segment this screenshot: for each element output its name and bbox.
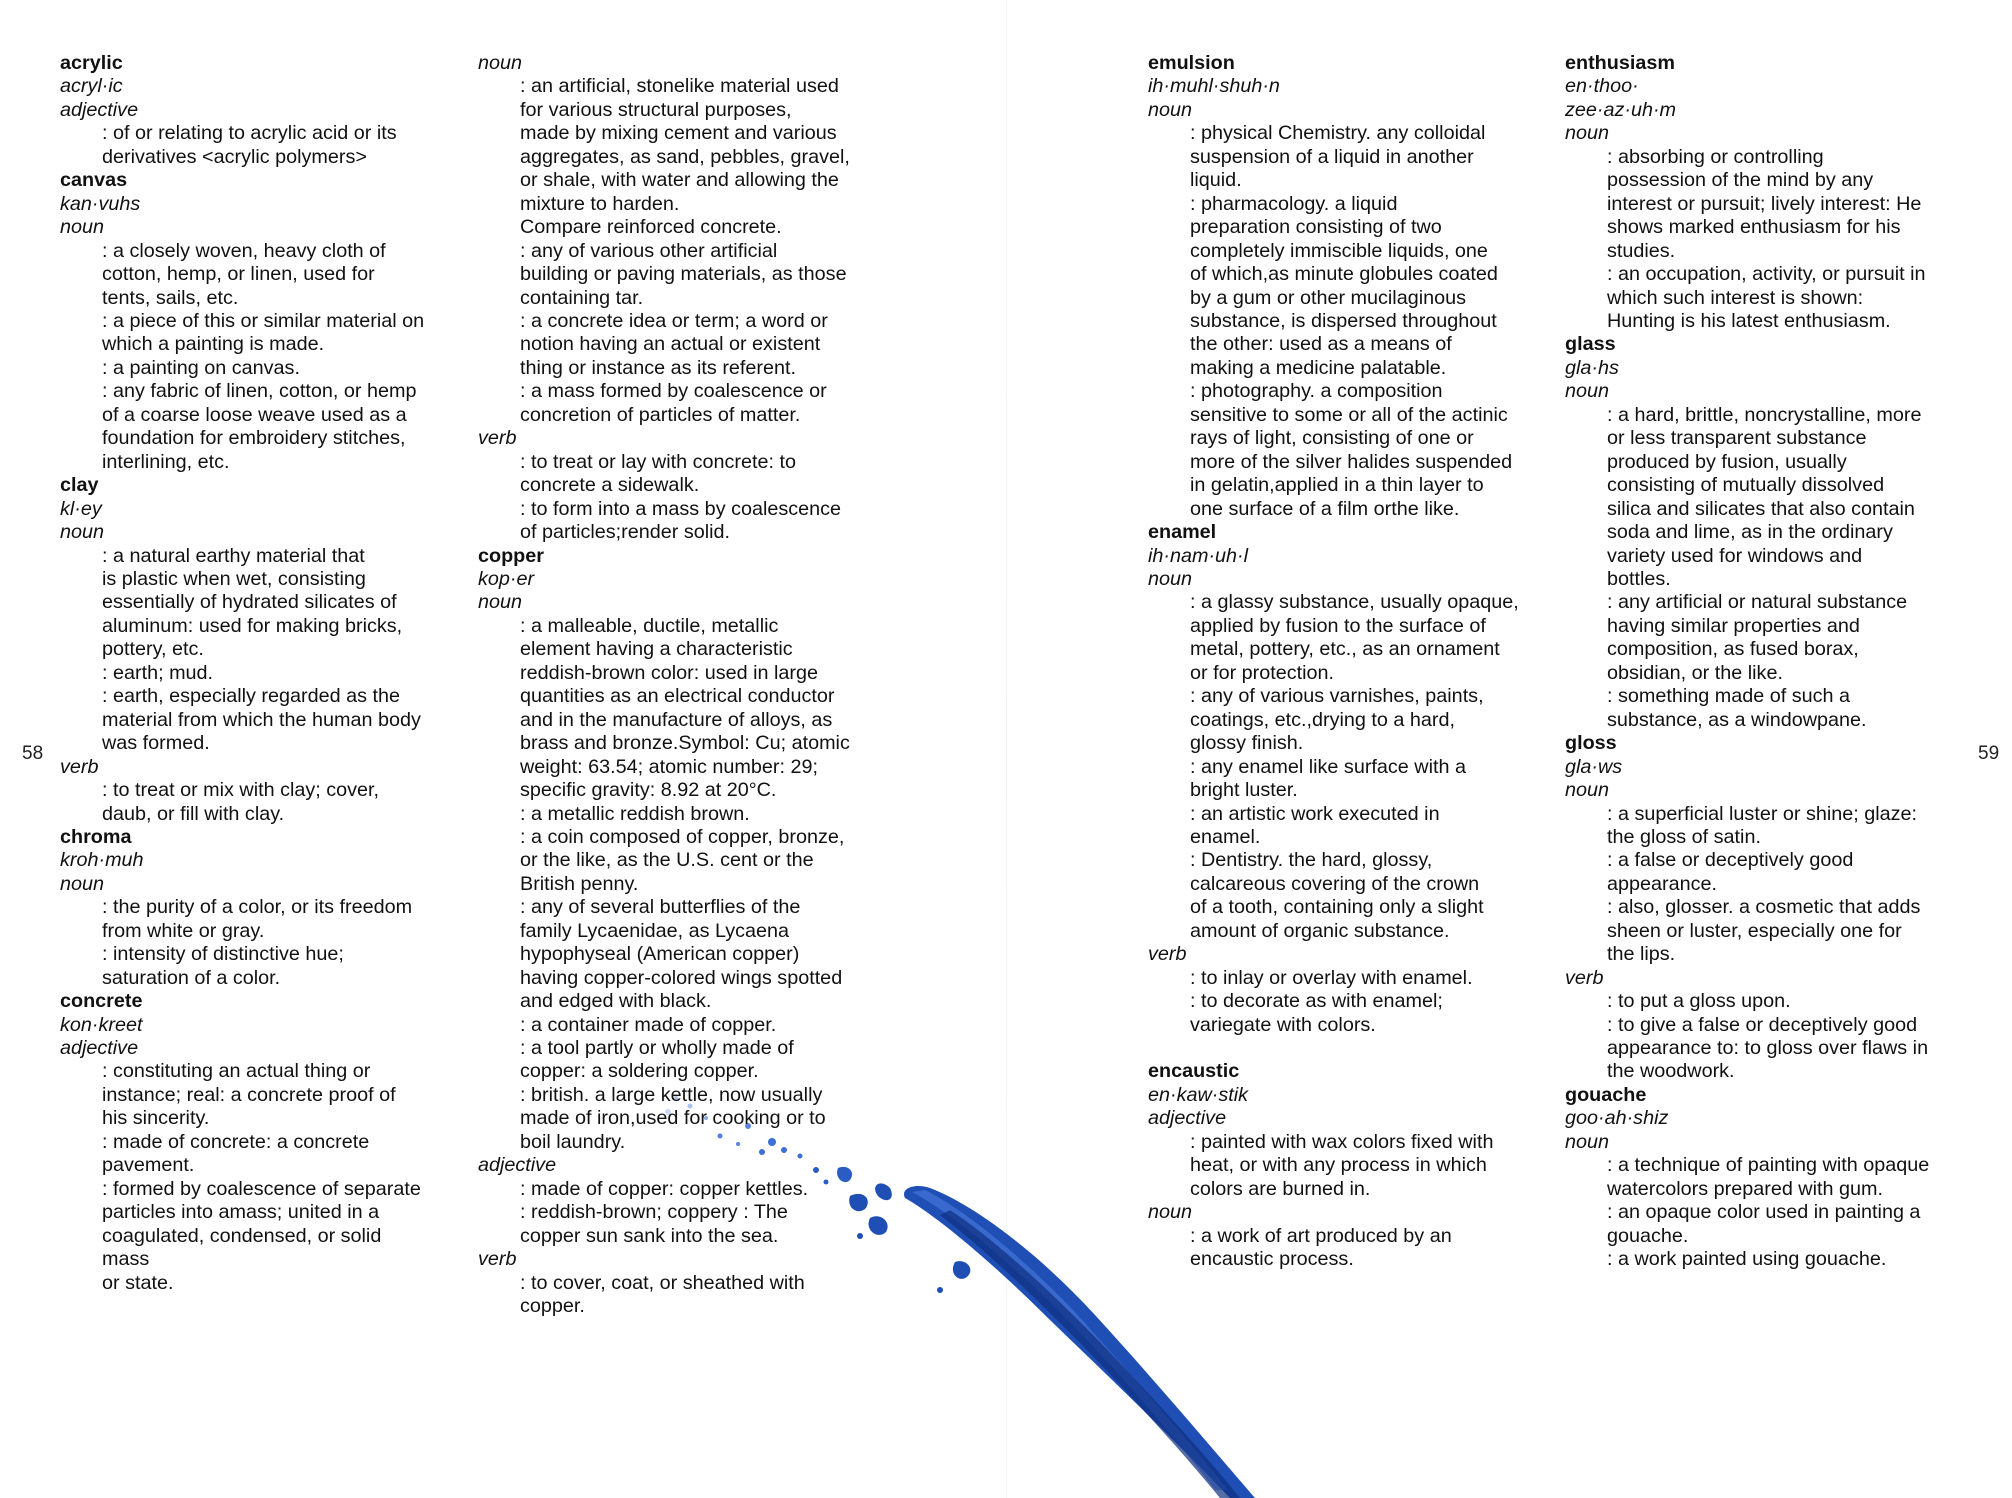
definition-line: British penny. xyxy=(520,872,639,895)
definition-line: : made of copper: copper kettles. xyxy=(520,1177,809,1200)
definition-line: interest or pursuit; lively interest: He xyxy=(1607,192,1922,215)
part-of-speech: noun xyxy=(478,591,523,614)
definition-line: made by mixing cement and various xyxy=(520,122,837,145)
definition-line: thing or instance as its referent. xyxy=(520,356,796,379)
definition-line: : a natural earthy material that xyxy=(102,544,365,567)
definition-line: having similar properties and xyxy=(1607,614,1860,637)
definition-line: his sincerity. xyxy=(102,1107,210,1130)
definition-line: of a coarse loose weave used as a xyxy=(102,403,407,426)
definition-line: the gloss of satin. xyxy=(1607,825,1761,848)
definition-line: preparation consisting of two xyxy=(1190,216,1442,239)
definition-line: variety used for windows and xyxy=(1607,544,1863,567)
definition-line: which such interest is shown: xyxy=(1607,286,1864,309)
part-of-speech: adjective xyxy=(60,1037,139,1060)
definition-line: : a coin composed of copper, bronze, xyxy=(520,825,845,848)
definition-line: was formed. xyxy=(102,732,210,755)
definition-line: or the like, as the U.S. cent or the xyxy=(520,849,814,872)
definition-line: suspension of a liquid in another xyxy=(1190,145,1474,168)
definition-line: : photography. a composition xyxy=(1190,380,1443,403)
part-of-speech: noun xyxy=(60,216,105,239)
definition-line: which a painting is made. xyxy=(102,333,325,356)
pronunciation: ih·muhl·shuh·n xyxy=(1148,75,1280,98)
definition-line: : a closely woven, heavy cloth of xyxy=(102,239,386,262)
part-of-speech: verb xyxy=(478,427,517,450)
headword: enamel xyxy=(1148,521,1217,544)
definition-line: shows marked enthusiasm for his xyxy=(1607,216,1901,239)
pronunciation: en·kaw·stik xyxy=(1148,1083,1249,1106)
dictionary-column-3 xyxy=(1148,52,1553,1272)
definition-line: sensitive to some or all of the actinic xyxy=(1190,403,1508,426)
definition-line: or for protection. xyxy=(1190,661,1335,684)
part-of-speech: noun xyxy=(60,521,105,544)
definition-line: pavement. xyxy=(102,1154,195,1177)
pronunciation: kl·ey xyxy=(60,497,102,520)
definition-line: building or paving materials, as those xyxy=(520,263,847,286)
pronunciation: kon·kreet xyxy=(60,1013,143,1036)
definition-line: coatings, etc.,drying to a hard, xyxy=(1190,708,1455,731)
definition-line: element having a characteristic xyxy=(520,638,793,661)
part-of-speech: adjective xyxy=(1148,1107,1227,1130)
headword: gloss xyxy=(1565,732,1617,755)
headword: chroma xyxy=(60,825,132,848)
definition-line: substance, is dispersed throughout xyxy=(1190,309,1497,332)
definition-line: encaustic process. xyxy=(1190,1248,1354,1271)
definition-line: rays of light, consisting of one or xyxy=(1190,427,1474,450)
part-of-speech: verb xyxy=(478,1248,517,1271)
definition-line: : something made of such a xyxy=(1607,685,1851,708)
definition-line: copper: a soldering copper. xyxy=(520,1060,759,1083)
definition-line: cotton, hemp, or linen, used for xyxy=(102,263,375,286)
definition-line: family Lycaenidae, as Lycaena xyxy=(520,919,790,942)
definition-line: of which,as minute globules coated xyxy=(1190,263,1498,286)
definition-line: : a superficial luster or shine; glaze: xyxy=(1607,802,1918,825)
definition-line: boil laundry. xyxy=(520,1130,626,1153)
definition-line: more of the silver halides suspended xyxy=(1190,450,1513,473)
definition-line: : a painting on canvas. xyxy=(102,356,300,379)
part-of-speech: adjective xyxy=(60,98,139,121)
pronunciation: kop·er xyxy=(478,567,535,590)
page-number-right: 59 xyxy=(1978,743,2000,764)
definition-line: material from which the human body xyxy=(102,708,421,731)
definition-line: : painted with wax colors fixed with xyxy=(1190,1130,1494,1153)
definition-line: : an occupation, activity, or pursuit in xyxy=(1607,263,1926,286)
definition-line: and edged with black. xyxy=(520,990,712,1013)
definition-line: : a glassy substance, usually opaque, xyxy=(1190,591,1519,614)
definition-line: : to cover, coat, or sheathed with xyxy=(520,1271,805,1294)
definition-line: metal, pottery, etc., as an ornament xyxy=(1190,638,1500,661)
definition-line: : any artificial or natural substance xyxy=(1607,591,1908,614)
headword: gouache xyxy=(1565,1083,1647,1106)
definition-line: : the purity of a color, or its freedom xyxy=(102,896,413,919)
definition-line: aluminum: used for making bricks, xyxy=(102,614,403,637)
definition-line: gouache. xyxy=(1607,1224,1689,1247)
definition-line: : made of concrete: a concrete xyxy=(102,1130,370,1153)
definition-line: mass xyxy=(102,1248,150,1271)
pronunciation: goo·ah·shiz xyxy=(1565,1107,1669,1130)
definition-line: watercolors prepared with gum. xyxy=(1607,1177,1883,1200)
definition-line: copper. xyxy=(520,1295,585,1318)
definition-line: applied by fusion to the surface of xyxy=(1190,614,1486,637)
definition-line: : to form into a mass by coalescence xyxy=(520,497,842,520)
definition-line: : british. a large kettle, now usually xyxy=(520,1083,823,1106)
definition-line: the other: used as a means of xyxy=(1190,333,1452,356)
definition-line: heat, or with any process in which xyxy=(1190,1154,1487,1177)
definition-line: in gelatin,applied in a thin layer to xyxy=(1190,474,1484,497)
definition-line: quantities as an electrical conductor xyxy=(520,685,835,708)
definition-line: : a piece of this or similar material on xyxy=(102,309,425,332)
pronunciation: en·thoo· xyxy=(1565,75,1639,98)
definition-line: silica and silicates that also contain xyxy=(1607,497,1915,520)
definition-line: composition, as fused borax, xyxy=(1607,638,1859,661)
definition-line: Compare reinforced concrete. xyxy=(520,216,782,239)
definition-line: is plastic when wet, consisting xyxy=(102,567,366,590)
pronunciation: gla·ws xyxy=(1565,755,1623,778)
definition-line: particles into amass; united in a xyxy=(102,1201,380,1224)
definition-line: glossy finish. xyxy=(1190,732,1304,755)
definition-line: : a work painted using gouache. xyxy=(1607,1248,1887,1271)
definition-line: essentially of hydrated silicates of xyxy=(102,591,397,614)
definition-line: and in the manufacture of alloys, as xyxy=(520,708,833,731)
definition-line: : a tool partly or wholly made of xyxy=(520,1037,794,1060)
pronunciation: ih·nam·uh·l xyxy=(1148,544,1249,567)
headword: encaustic xyxy=(1148,1060,1240,1083)
definition-line: soda and lime, as in the ordinary xyxy=(1607,521,1893,544)
definition-line: : to treat or lay with concrete: to xyxy=(520,450,796,473)
definition-line: tents, sails, etc. xyxy=(102,286,239,309)
headword: concrete xyxy=(60,990,143,1013)
definition-line: produced by fusion, usually xyxy=(1607,450,1847,473)
dictionary-column-4 xyxy=(1565,52,1970,1272)
part-of-speech: noun xyxy=(1565,779,1610,802)
headword: emulsion xyxy=(1148,52,1235,74)
pronunciation: gla·hs xyxy=(1565,356,1619,379)
headword: glass xyxy=(1565,333,1616,356)
definition-line: : an opaque color used in painting a xyxy=(1607,1201,1921,1224)
definition-line: aggregates, as sand, pebbles, gravel, xyxy=(520,145,850,168)
headword: copper xyxy=(478,544,544,567)
definition-line: or state. xyxy=(102,1271,174,1294)
definition-line: from white or gray. xyxy=(102,919,265,942)
pronunciation: acryl·ic xyxy=(60,75,123,98)
definition-line: bright luster. xyxy=(1190,779,1298,802)
definition-line: : to put a gloss upon. xyxy=(1607,990,1791,1013)
definition-line: : physical Chemistry. any colloidal xyxy=(1190,122,1486,145)
definition-line: weight: 63.54; atomic number: 29; xyxy=(520,755,818,778)
definition-line: : earth, especially regarded as the xyxy=(102,685,400,708)
definition-line: : of or relating to acrylic acid or its xyxy=(102,122,397,145)
definition-line: : a technique of painting with opaque xyxy=(1607,1154,1930,1177)
definition-line: : to decorate as with enamel; xyxy=(1190,990,1443,1013)
definition-line: : a container made of copper. xyxy=(520,1013,777,1036)
part-of-speech: verb xyxy=(1148,943,1187,966)
definition-line: : also, glosser. a cosmetic that adds xyxy=(1607,896,1921,919)
definition-line: containing tar. xyxy=(520,286,644,309)
definition-line: : Dentistry. the hard, glossy, xyxy=(1190,849,1433,872)
part-of-speech: noun xyxy=(1148,1201,1193,1224)
definition-line: of a tooth, containing only a slight xyxy=(1190,896,1484,919)
definition-line: : a concrete idea or term; a word or xyxy=(520,309,828,332)
definition-line: coagulated, condensed, or solid xyxy=(102,1224,382,1247)
definition-line: consisting of mutually dissolved xyxy=(1607,474,1885,497)
definition-line: bottles. xyxy=(1607,567,1671,590)
definition-line: or less transparent substance xyxy=(1607,427,1867,450)
definition-line: : formed by coalescence of separate xyxy=(102,1177,421,1200)
definition-line: : any fabric of linen, cotton, or hemp xyxy=(102,380,417,403)
definition-line: : to give a false or deceptively good xyxy=(1607,1013,1918,1036)
definition-line: specific gravity: 8.92 at 20°C. xyxy=(520,779,777,802)
definition-line: variegate with colors. xyxy=(1190,1013,1376,1036)
definition-line: : any of various varnishes, paints, xyxy=(1190,685,1484,708)
definition-line: : earth; mud. xyxy=(102,661,214,684)
definition-line: pottery, etc. xyxy=(102,638,204,661)
definition-line: daub, or fill with clay. xyxy=(102,802,285,825)
definition-line: the lips. xyxy=(1607,943,1676,966)
definition-line: foundation for embroidery stitches, xyxy=(102,427,406,450)
definition-line: : an artificial, stonelike material used xyxy=(520,75,839,98)
definition-line: or shale, with water and allowing the xyxy=(520,169,839,192)
part-of-speech: noun xyxy=(60,872,105,895)
definition-line: : a hard, brittle, noncrystalline, more xyxy=(1607,403,1922,426)
headword: canvas xyxy=(60,169,128,192)
headword: clay xyxy=(60,474,99,497)
definition-line: reddish-brown color: used in large xyxy=(520,661,818,684)
definition-line: interlining, etc. xyxy=(102,450,230,473)
part-of-speech: adjective xyxy=(478,1154,557,1177)
definition-line: brass and bronze.Symbol: Cu; atomic xyxy=(520,732,850,755)
dictionary-column-1 xyxy=(60,52,465,1295)
definition-line: of particles;render solid. xyxy=(520,521,731,544)
definition-line: : constituting an actual thing or xyxy=(102,1060,371,1083)
part-of-speech: noun xyxy=(1565,122,1610,145)
definition-line: completely immiscible liquids, one xyxy=(1190,239,1488,262)
definition-line: : a metallic reddish brown. xyxy=(520,802,750,825)
definition-line: having copper-colored wings spotted xyxy=(520,966,843,989)
definition-line: : a false or deceptively good xyxy=(1607,849,1854,872)
pronunciation: zee·az·uh·m xyxy=(1565,98,1677,121)
definition-line: : pharmacology. a liquid xyxy=(1190,192,1398,215)
definition-line: hypophyseal (American copper) xyxy=(520,943,800,966)
definition-line: studies. xyxy=(1607,239,1676,262)
definition-line: amount of organic substance. xyxy=(1190,919,1450,942)
definition-line: : absorbing or controlling xyxy=(1607,145,1824,168)
definition-line: saturation of a color. xyxy=(102,966,281,989)
definition-line: appearance to: to gloss over flaws in xyxy=(1607,1037,1929,1060)
definition-line: : any enamel like surface with a xyxy=(1190,755,1466,778)
definition-line: one surface of a film orthe like. xyxy=(1190,497,1460,520)
definition-line: derivatives <acrylic polymers> xyxy=(102,145,367,168)
definition-line: : an artistic work executed in xyxy=(1190,802,1440,825)
definition-line: : any of various other artificial xyxy=(520,239,778,262)
part-of-speech: noun xyxy=(1148,567,1193,590)
definition-line: sheen or luster, especially one for xyxy=(1607,919,1902,942)
page-number-left: 58 xyxy=(22,743,44,764)
headword: acrylic xyxy=(60,52,123,74)
entry-spacer xyxy=(1148,1037,1553,1060)
definition-line: : intensity of distinctive hue; xyxy=(102,943,344,966)
definition-line: calcareous covering of the crown xyxy=(1190,872,1480,895)
definition-line: notion having an actual or existent xyxy=(520,333,821,356)
dictionary-column-2 xyxy=(478,52,883,1318)
part-of-speech: noun xyxy=(478,52,523,74)
pronunciation: kan·vuhs xyxy=(60,192,141,215)
definition-line: liquid. xyxy=(1190,169,1242,192)
definition-line: Hunting is his latest enthusiasm. xyxy=(1607,309,1891,332)
definition-line: instance; real: a concrete proof of xyxy=(102,1083,396,1106)
definition-line: enamel. xyxy=(1190,825,1261,848)
definition-line: : to inlay or overlay with enamel. xyxy=(1190,966,1473,989)
definition-line: : any of several butterflies of the xyxy=(520,896,801,919)
definition-line: : to treat or mix with clay; cover, xyxy=(102,779,380,802)
definition-line: colors are burned in. xyxy=(1190,1177,1371,1200)
headword: enthusiasm xyxy=(1565,52,1675,74)
part-of-speech: verb xyxy=(60,755,99,778)
definition-line: substance, as a windowpane. xyxy=(1607,708,1867,731)
definition-line: concretion of particles of matter. xyxy=(520,403,801,426)
definition-line: appearance. xyxy=(1607,872,1717,895)
definition-line: concrete a sidewalk. xyxy=(520,474,700,497)
pronunciation: kroh·muh xyxy=(60,849,144,872)
definition-line: mixture to harden. xyxy=(520,192,680,215)
definition-line: possession of the mind by any xyxy=(1607,169,1874,192)
definition-line: obsidian, or the like. xyxy=(1607,661,1783,684)
part-of-speech: noun xyxy=(1565,1130,1610,1153)
definition-line: made of iron,used for cooking or to xyxy=(520,1107,826,1130)
definition-line: the woodwork. xyxy=(1607,1060,1735,1083)
definition-line: : a malleable, ductile, metallic xyxy=(520,614,779,637)
definition-line: copper sun sank into the sea. xyxy=(520,1224,779,1247)
part-of-speech: verb xyxy=(1565,966,1604,989)
definition-line: for various structural purposes, xyxy=(520,98,792,121)
part-of-speech: noun xyxy=(1148,98,1193,121)
part-of-speech: noun xyxy=(1565,380,1610,403)
definition-line: by a gum or other mucilaginous xyxy=(1190,286,1466,309)
definition-line: : a mass formed by coalescence or xyxy=(520,380,827,403)
definition-line: : reddish-brown; coppery : The xyxy=(520,1201,788,1224)
definition-line: making a medicine palatable. xyxy=(1190,356,1447,379)
definition-line: : a work of art produced by an xyxy=(1190,1224,1452,1247)
